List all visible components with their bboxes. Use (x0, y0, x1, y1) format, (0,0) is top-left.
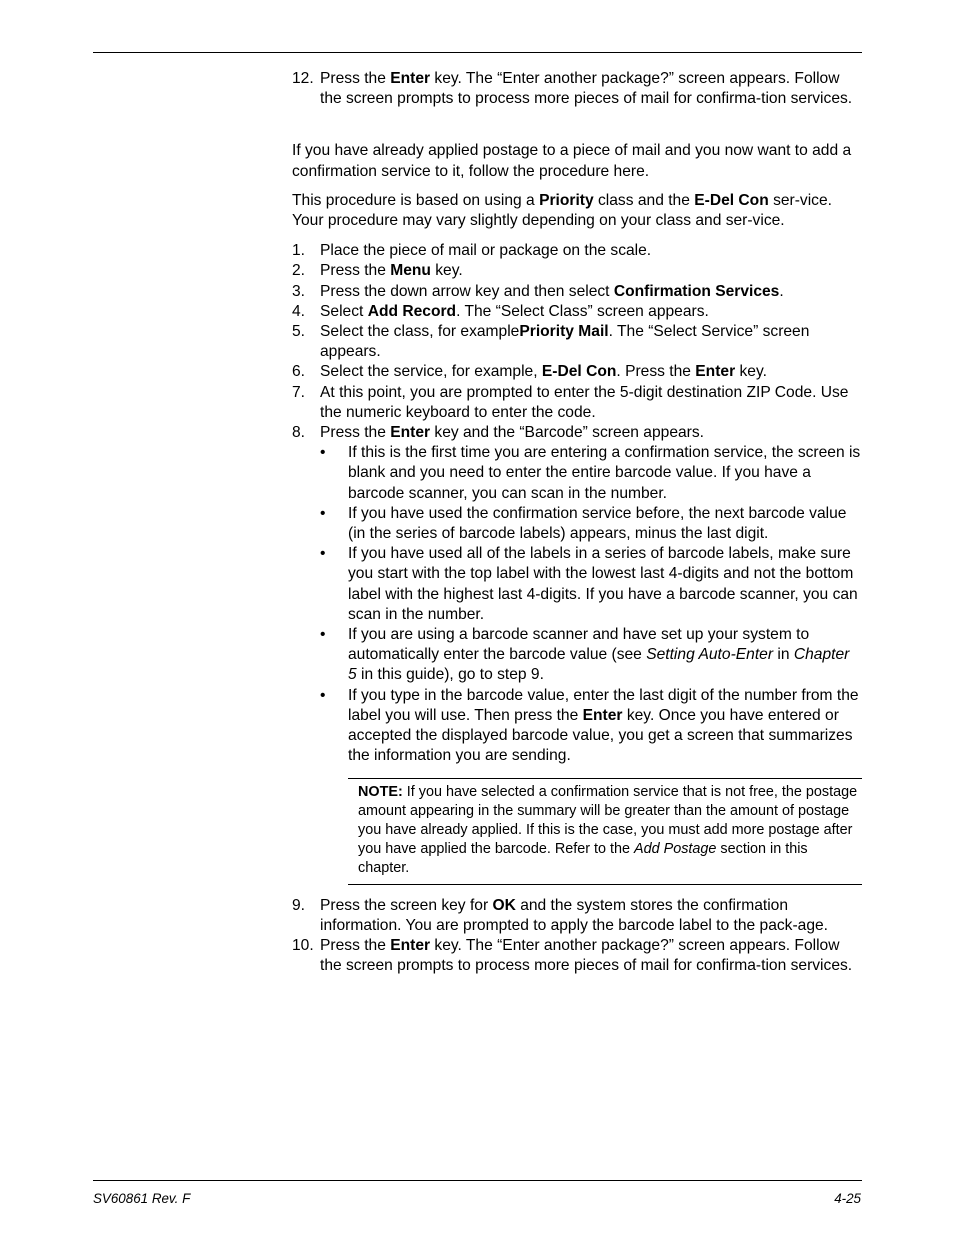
bullet-text: If this is the first time you are entering a confirmation service, the screen is blank and you need to enter the entire barcode value. If you have a barcode scanner, you can scan in the number. (348, 444, 861, 502)
step-6 (292, 362, 862, 382)
key-name: OK (492, 896, 516, 914)
bullet-text: If you have used the confirmation service before, the next barcode value (in the series of barcode labels) appears, minus the last digit. (348, 504, 847, 543)
step-number: 8. (292, 424, 306, 442)
bullet-text: in this guide), go to step 9. (356, 666, 544, 684)
bullet-item (320, 504, 862, 544)
step-text: . Press the (616, 363, 696, 381)
step-text: Press the (320, 424, 391, 442)
step-number: 4. (292, 302, 306, 320)
note-box (348, 778, 862, 885)
step-text: . The “Select Class” screen appears. (456, 302, 709, 320)
barcode-bullets (320, 443, 862, 766)
step-1 (292, 241, 862, 261)
paragraph-text: ser-vice. Your procedure may vary slightly depending on your class and ser-vice. (292, 191, 832, 230)
bullet-item (320, 544, 862, 625)
bullet-text: If you type in the barcode value, enter the last digit of the number from the label you will use. Then press the (348, 686, 859, 724)
step-2 (292, 261, 862, 281)
paragraph-text: This procedure is based on using a (292, 191, 540, 209)
key-name: Enter (390, 70, 431, 87)
step-10 (292, 936, 862, 976)
menu-option: Add Record (367, 302, 457, 320)
step-text: Press the (320, 936, 391, 954)
bullet-glyph: • (320, 545, 326, 563)
key-name: Enter (695, 363, 736, 381)
step-text: key. (735, 363, 767, 381)
bullet-glyph: • (320, 626, 326, 644)
step-8 (292, 423, 862, 766)
key-name: Menu (390, 262, 431, 280)
step-text: Press the down arrow key and then select (320, 282, 614, 300)
step-number: 2. (292, 262, 306, 280)
bullet-text: key. Once you have entered or accepted the displayed barcode value, you get a screen that summarizes the information you are sending. (348, 706, 853, 765)
service-name: E-Del Con (694, 191, 769, 209)
bullet-text: in (773, 646, 794, 664)
step-number: 9. (292, 896, 306, 914)
key-name: Enter (582, 706, 623, 724)
class-name: Priority Mail (519, 323, 609, 341)
step-text: Press the (320, 70, 391, 87)
procedure-steps (292, 241, 862, 766)
step-text: . The “Select Service” screen appears. (320, 323, 810, 361)
section-reference: Setting Auto-Enter (646, 646, 774, 664)
note-text: section in this chapter. (358, 840, 808, 876)
step-text: key and the “Barcode” screen appears. (430, 424, 704, 442)
step-number: 5. (292, 323, 306, 341)
service-name: E-Del Con (541, 363, 617, 381)
bullet-text: If you have used all of the labels in a series of barcode labels, make sure you start with the top label with the lowest last 4-digits and not the bottom label with the highest last 4-digits. If you have a barcode scanner, you can scan in the number. (348, 545, 858, 623)
step-text: Place the piece of mail or package on the scale. (320, 242, 652, 260)
step-5 (292, 322, 862, 362)
step-text: and the system stores the confirmation information. You are prompted to apply the barcode label to the pack-age. (320, 896, 828, 934)
bullet-text: If you are using a barcode scanner and have set up your system to automatically enter the barcode value (see (348, 626, 810, 664)
step-text: Select (320, 302, 368, 320)
intro-paragraph: If you have already applied postage to a piece of mail and you now want to add a confirmation service to it, follow the procedure here. (292, 142, 852, 180)
step-3 (292, 282, 862, 302)
footer-rule (93, 1180, 862, 1181)
step-number: 1. (292, 242, 306, 260)
menu-option: Confirmation Services (613, 282, 780, 300)
note-text: If you have selected a confirmation service that is not free, the postage amount appearing in the summary will be greater than the amount of postage you have already applied. If this is the case, you must add more postage after you have applied the barcode. Refer to the (358, 783, 858, 857)
step-7 (292, 383, 862, 423)
paragraph-text: class and the (593, 191, 695, 209)
step-text: Select the class, for example (320, 323, 520, 341)
class-name: Priority (539, 191, 594, 209)
bullet-glyph: • (320, 444, 326, 462)
bullet-glyph: • (320, 504, 326, 522)
step-12 (292, 69, 862, 109)
bullet-item (320, 686, 862, 767)
step-number: 6. (292, 363, 306, 381)
step-text: Press the screen key for (320, 896, 493, 914)
key-name: Enter (390, 424, 431, 442)
step-text: . (779, 282, 784, 300)
step-4 (292, 302, 862, 322)
step-text: At this point, you are prompted to enter the 5-digit destination ZIP Code. Use the numeric keyboard to enter the code. (320, 383, 849, 421)
procedure-steps-continued (292, 896, 862, 977)
key-name: Enter (390, 936, 431, 954)
section-reference: Add Postage (634, 840, 717, 857)
page-number: 4-25 (834, 1191, 861, 1206)
step-text: Press the (320, 262, 391, 280)
bullet-glyph: • (320, 686, 326, 704)
step-text: key. The “Enter another package?” screen appears. Follow the screen prompts to process more pieces of mail for confirma-tion services. (320, 70, 853, 108)
step-text: key. The “Enter another package?” screen appears. Follow the screen prompts to process more pieces of mail for confirma-tion services. (320, 936, 853, 975)
note-label: NOTE: (358, 783, 403, 800)
step-text: Select the service, for example, (320, 363, 542, 381)
chapter-reference: Chapter 5 (348, 646, 850, 684)
header-rule (93, 52, 862, 53)
page-content (292, 69, 862, 976)
document-number: SV60861 Rev. F (93, 1191, 191, 1206)
step-number: 3. (292, 282, 306, 300)
step-number: 12. (292, 70, 314, 87)
step-number: 10. (292, 936, 314, 954)
procedure-paragraph (292, 191, 862, 231)
bullet-item (320, 443, 862, 504)
step-text: key. (430, 262, 463, 280)
step-9 (292, 896, 862, 936)
step-number: 7. (292, 383, 306, 401)
bullet-item (320, 625, 862, 686)
